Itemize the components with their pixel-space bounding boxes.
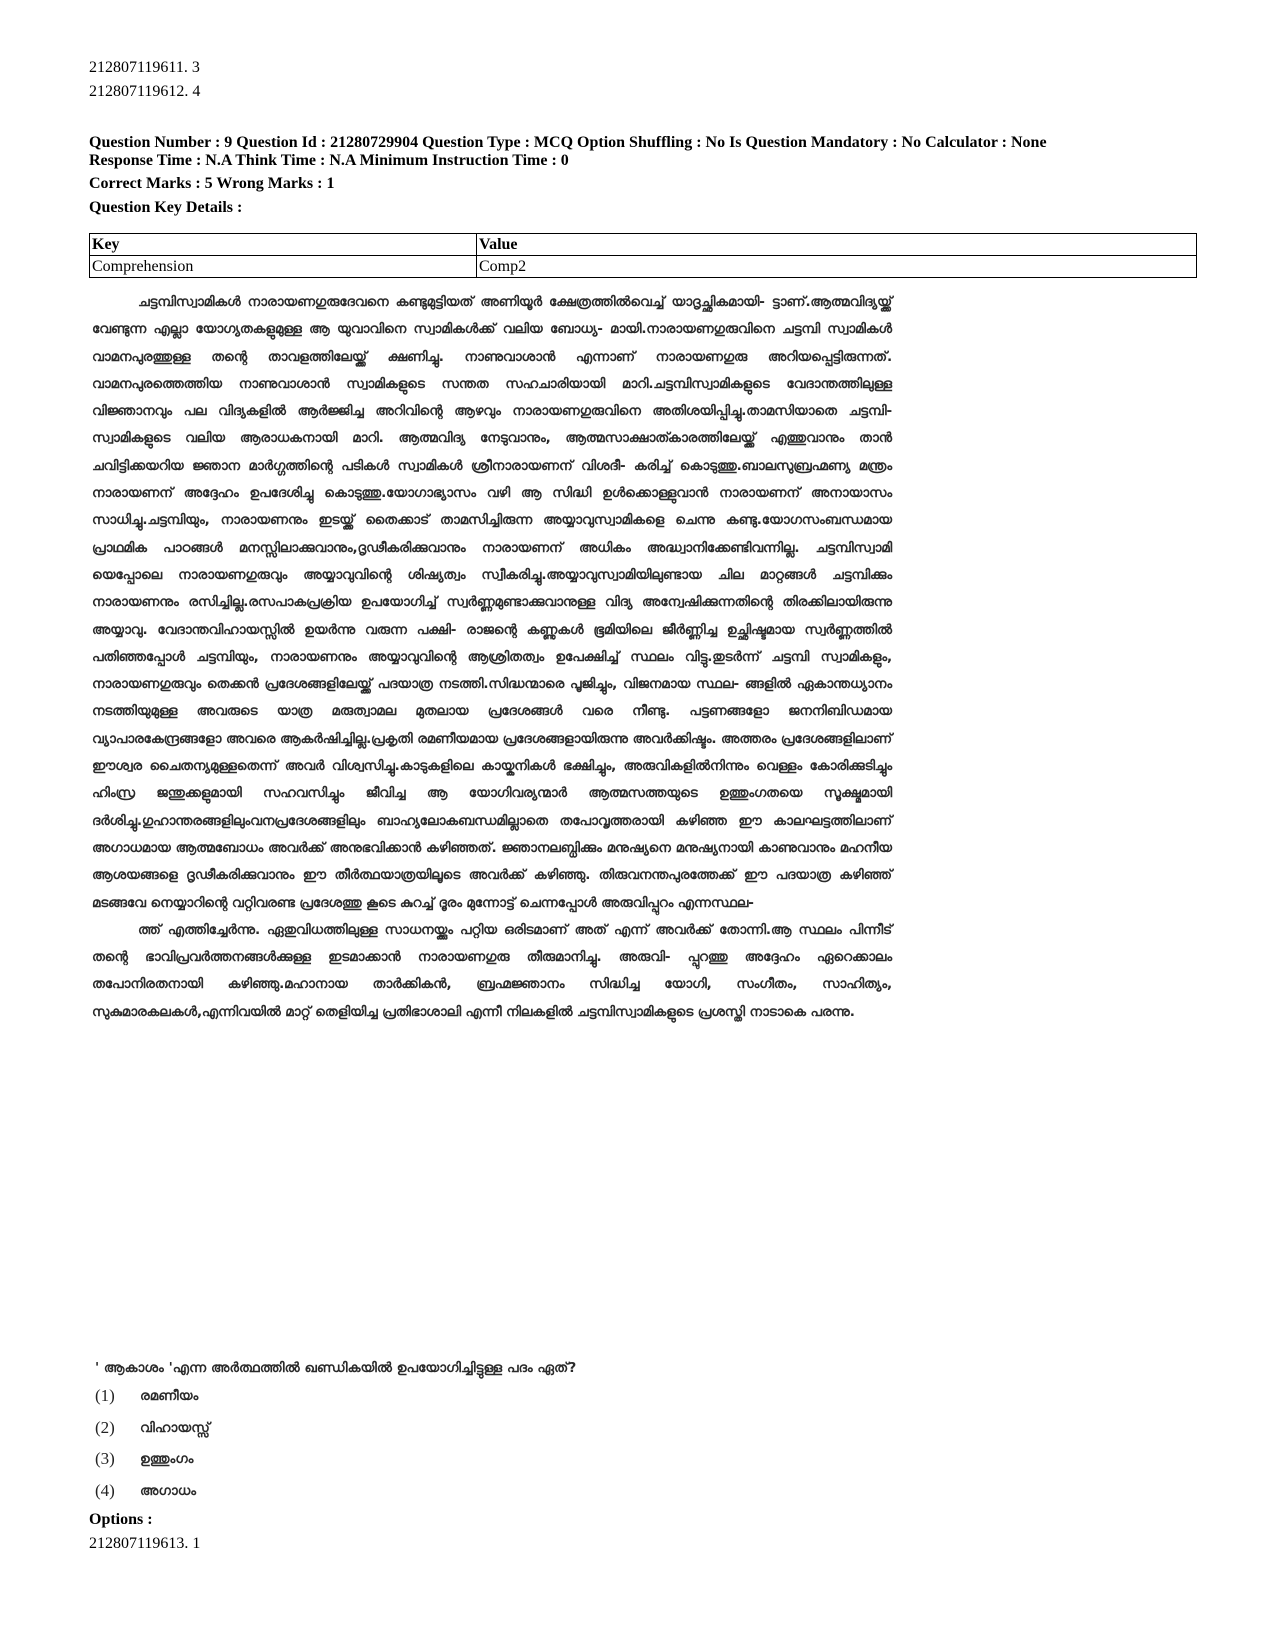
key-header: Key [90, 234, 477, 256]
key-details-table [89, 233, 1197, 278]
table-header-row [90, 234, 1197, 256]
option-1 [95, 1386, 198, 1406]
question-text: ' ആകാശം 'എന്ന അർത്ഥത്തിൽ ഖണ്ഡികയിൽ ഉപയോഗിച്ചിട്ടുള്ള പദം ഏത്? [95, 1360, 577, 1376]
comprehension-passage [92, 289, 892, 1026]
option-number: (4) [95, 1481, 115, 1500]
passage-paragraph-2: ത്ത് എത്തിച്ചേർന്നു. ഏതുവിധത്തിലുള്ള സാധനയ്ക്കും പറ്റിയ ഒരിടമാണ് അത് എന്ന് അവർക്ക് തോന്നി.ആ സ്ഥലം പിന്നീട് തന്റെ ഭാവിപ്രവർത്തനങ്ങൾക്കുള്ള ഇടമാക്കാൻ നാരായണഗുരു തീരുമാനിച്ചു. അരുവി- പ്പുറത്തു അദ്ദേഹം ഏറെക്കാലം തപോനിരതനായി കഴിഞ്ഞു.മഹാനായ താർക്കികൻ, ബ്രഹ്മജ്ഞാനം സിദ്ധിച്ച യോഗി, സംഗീതം, സാഹിത്യം, സുകുമാരകലകൾ,എന്നിവയിൽ മാറ്റ് തെളിയിച്ച പ്രതിഭാശാലി എന്നീ നിലകളിൽ ചട്ടമ്പിസ്വാമികളുടെ പ്രശസ്തി നാടാകെ പരന്നു. [92, 921, 892, 1020]
table-row [90, 256, 1197, 278]
option-2 [95, 1418, 210, 1438]
option-3 [95, 1449, 193, 1469]
option-text: ഉത്തുംഗം [140, 1451, 194, 1467]
key-details-label: Question Key Details : [89, 199, 243, 216]
options-label: Options : [89, 1511, 153, 1528]
option-4 [95, 1481, 196, 1501]
option-number: (1) [95, 1386, 115, 1405]
option-number: (2) [95, 1418, 115, 1437]
question-meta-line-2: Response Time : N.A Think Time : N.A Minimum Instruction Time : 0 [89, 152, 569, 169]
value-cell: Comp2 [477, 256, 1197, 278]
option-text: രമണീയം [140, 1388, 199, 1404]
answer-id-line-2: 212807119612. 4 [89, 83, 201, 100]
option-text: വിഹായസ്സ് [140, 1420, 210, 1436]
passage-paragraph-1: ചട്ടമ്പിസ്വാമികൾ നാരായണഗുരുദേവനെ കണ്ടുമുട്ടിയത് അണിയൂർ ക്ഷേത്രത്തിൽവെച്ച് യാദൃച്ഛികമായി- ട്ടാണ്.ആത്മവിദ്യയ്ക്ക് വേണ്ടുന്ന എല്ലാ യോഗ്യതകളുമുള്ള ആ യുവാവിനെ സ്വാമികൾക്ക് വലിയ ബോധ്യ- മായി.നാരായണഗുരുവിനെ ചട്ടമ്പി സ്വാമികൾ വാമനപുരത്തുള്ള തന്റെ താവളത്തിലേയ്ക്ക് ക്ഷണിച്ചു. നാണുവാശാൻ എന്നാണ് നാരായണഗുരു അറിയപ്പെട്ടിരുന്നത്. വാമനപുരത്തെത്തിയ നാണുവാശാൻ സ്വാമികളുടെ സന്തത സഹചാരിയായി മാറി.ചട്ടമ്പിസ്വാമികളുടെ വേദാന്തത്തിലുള്ള വിജ്ഞാനവും പല വിദ്യകളിൽ ആർജ്ജിച്ച അറിവിന്റെ ആഴവും നാരായണഗുരുവിനെ അതിശയിപ്പിച്ചു.താമസിയാതെ ചട്ടമ്പി- സ്വാമികളുടെ വലിയ ആരാധകനായി മാറി. ആത്മവിദ്യ നേടുവാനും, ആത്മസാക്ഷാത്കാരത്തിലേയ്ക്ക് എത്തുവാനും താൻ ചവിട്ടിക്കയറിയ ജ്ഞാന മാർഗ്ഗത്തിന്റെ പടികൾ സ്വാമികൾ ശ്രീനാരായണന് വിശദീ- കരിച്ച് കൊടുത്തു.ബാലസുബ്രഹ്മണ്യ മന്ത്രം നാരായണന് അദ്ദേഹം ഉപദേശിച്ചു കൊടുത്തു.യോഗാഭ്യാസം വഴി ആ സിദ്ധി ഉൾക്കൊള്ളുവാൻ നാരായണന് അനായാസം സാധിച്ചു.ചട്ടമ്പിയും, നാരായണനും ഇടയ്ക്ക് തൈക്കാട് താമസിച്ചിരുന്ന അയ്യാവുസ്വാമികളെ ചെന്നു കണ്ടു.യോഗസംബന്ധമായ പ്രാഥമിക പാഠങ്ങൾ മനസ്സിലാക്കുവാനും,ദൃഢീകരിക്കുവാനും നാരായണന് അധികം അദ്ധ്വാനിക്കേണ്ടിവന്നില്ല. ചട്ടമ്പിസ്വാമി യെപ്പോലെ നാരായണഗുരുവും അയ്യാവുവിന്റെ ശിഷ്യത്വം സ്വീകരിച്ചു.അയ്യാവുസ്വാമിയിലുണ്ടായ ചില മാറ്റങ്ങൾ ചട്ടമ്പിക്കും നാരായണനും രസിച്ചില്ല.രസപാകപ്രക്രിയ ഉപയോഗിച്ച് സ്വർണ്ണമുണ്ടാക്കുവാനുള്ള വിദ്യ അന്വേഷിക്കുന്നതിന്റെ തിരക്കിലായിരുന്നു അയ്യാവു. വേദാന്തവിഹായസ്സിൽ ഉയർന്നു വരുന്ന പക്ഷി- രാജന്റെ കണ്ണുകൾ ഭൂമിയിലെ ജീർണ്ണിച്ച ഉച്ഛിഷ്ടമായ സ്വർണ്ണത്തിൽ പതിഞ്ഞപ്പോൾ ചട്ടമ്പിയും, നാരായണനും അയ്യാവുവിന്റെ ആശ്രിതത്വം ഉപേക്ഷിച്ച് സ്ഥലം വിട്ടു.തുടർന്ന് ചട്ടമ്പി സ്വാമികളും, നാരായണഗുരുവും തെക്കൻ പ്രദേശങ്ങളിലേയ്ക്ക് പദയാത്ര നടത്തി.സിദ്ധന്മാരെ പൂജിച്ചും, വിജനമായ സ്ഥല- ങ്ങളിൽ ഏകാന്തധ്യാനം നടത്തിയുമുള്ള അവരുടെ യാത്ര മരുത്വാമല മുതലായ പ്രദേശങ്ങൾ വരെ നീണ്ടു. പട്ടണങ്ങളോ ജനനിബിഡമായ വ്യാപാരകേന്ദ്രങ്ങളോ അവരെ ആകർഷിച്ചില്ല.പ്രകൃതി രമണീയമായ പ്രദേശങ്ങളായിരുന്നു അവർക്കിഷ്ടം. അത്തരം പ്രദേശങ്ങളിലാണ് ഈശ്വര ചൈതന്യമുള്ളതെന്ന് അവർ വിശ്വസിച്ചു.കാടുകളിലെ കായ്കനികൾ ഭക്ഷിച്ചും, അരുവികളിൽനിന്നും വെള്ളം കോരിക്കുടിച്ചും ഹിംസ്ര ജന്തുക്കളുമായി സഹവസിച്ചും ജീവിച്ച ആ യോഗിവര്യന്മാർ ആത്മസത്തയുടെ ഉത്തുംഗതയെ സൂക്ഷ്മമായി ദർശിച്ചു.ഗുഹാന്തരങ്ങളിലുംവനപ്രദേശങ്ങളിലും ബാഹ്യലോകബന്ധമില്ലാതെ തപോവൃത്തരായി കഴിഞ്ഞ ഈ കാലഘട്ടത്തിലാണ് അഗാധമായ ആത്മബോധം അവർക്ക് അനുഭവിക്കാൻ കഴിഞ്ഞത്. ജ്ഞാനലബ്ധിക്കും മനുഷ്യനെ മനുഷ്യനായി കാണുവാനും മഹനീയ ആശയങ്ങളെ ദൃഢീകരിക്കുവാനും ഈ തീർത്ഥയാത്രയിലൂടെ അവർക്ക് കഴിഞ്ഞു. തിരുവനന്തപുരത്തേക്ക് ഈ പദയാത്ര കഴിഞ്ഞ് മടങ്ങവേ നെയ്യാറിന്റെ വറ്റിവരണ്ട പ്രദേശത്തു കൂടെ കുറച്ച് ദൂരം മുന്നോട്ട് ചെന്നപ്പോൾ അരുവിപ്പുറം എന്നസ്ഥല- [92, 294, 892, 911]
option-text: അഗാധം [140, 1483, 197, 1499]
answer-id-line-1: 212807119611. 3 [89, 59, 200, 76]
value-header: Value [477, 234, 1197, 256]
key-cell: Comprehension [90, 256, 477, 278]
marks-line: Correct Marks : 5 Wrong Marks : 1 [89, 175, 335, 192]
option-number: (3) [95, 1449, 115, 1468]
answer-id-line-3: 212807119613. 1 [89, 1535, 201, 1552]
question-meta-line-1: Question Number : 9 Question Id : 21280729904 Question Type : MCQ Option Shuffling : No Is Question Mandatory : No Calculator : None [89, 134, 1047, 151]
